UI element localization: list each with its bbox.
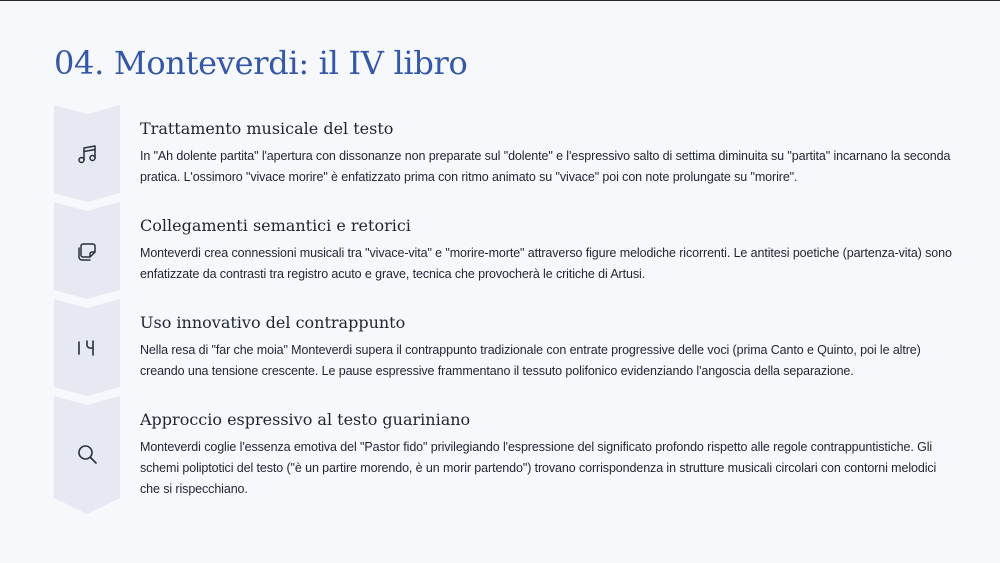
slide-title: 04. Monteverdi: il IV libro — [54, 44, 468, 82]
step-title: Trattamento musicale del testo — [140, 119, 394, 138]
step-body — [140, 216, 954, 285]
step-text: Monteverdi crea connessioni musicali tra "vivace-vita" e "morire-morte" attraverso figure melodiche ricorrenti. Le antitesi poetiche (partenza-vita) sono enfatizzate da contrasti tra registro acuto e grave, tecnica che provocherà le critiche di Artusi. — [140, 246, 952, 281]
counterpoint-icon — [75, 336, 99, 360]
step-title: Uso innovativo del contrappunto — [140, 313, 406, 332]
step-text: In "Ah dolente partita" l'apertura con dissonanze non preparate sul "dolente" e l'espressivo salto di settima diminuita su "partita" incarnano la seconda pratica. L'ossimoro "vivace morire" è enfatizzato prima con ritmo animato su "vivace" poi con note prolungate su "morire". — [140, 149, 951, 184]
step-body — [140, 119, 954, 188]
copy-icon — [75, 239, 99, 263]
step-body — [140, 313, 954, 382]
step-title: Collegamenti semantici e retorici — [140, 216, 411, 235]
step-item — [54, 299, 954, 396]
step-body — [140, 410, 954, 500]
step-text: Monteverdi coglie l'essenza emotiva del "Pastor fido" privilegiando l'espressione del significato profondo rispetto alle regole contrappuntistiche. Gli schemi poliptotici del testo ("è un partire morendo, è un morir partendo") trovano corrispondenza in strutture musicali circolari con contorni melodici che si rispecchiano. — [140, 440, 937, 496]
step-item — [54, 396, 954, 514]
step-title: Approccio espressivo al testo guariniano — [140, 410, 471, 429]
music-note-icon — [75, 142, 99, 166]
step-text: Nella resa di "far che moia" Monteverdi supera il contrappunto tradizionale con entrate progressive delle voci (prima Canto e Quinto, poi le altre) creando una tensione crescente. Le pause espressive frammentano il tessuto polifonico evidenziando l'angoscia della separazione. — [140, 343, 921, 378]
step-item — [54, 202, 954, 299]
steps-list — [54, 105, 954, 514]
search-icon — [75, 442, 99, 466]
step-item — [54, 105, 954, 202]
